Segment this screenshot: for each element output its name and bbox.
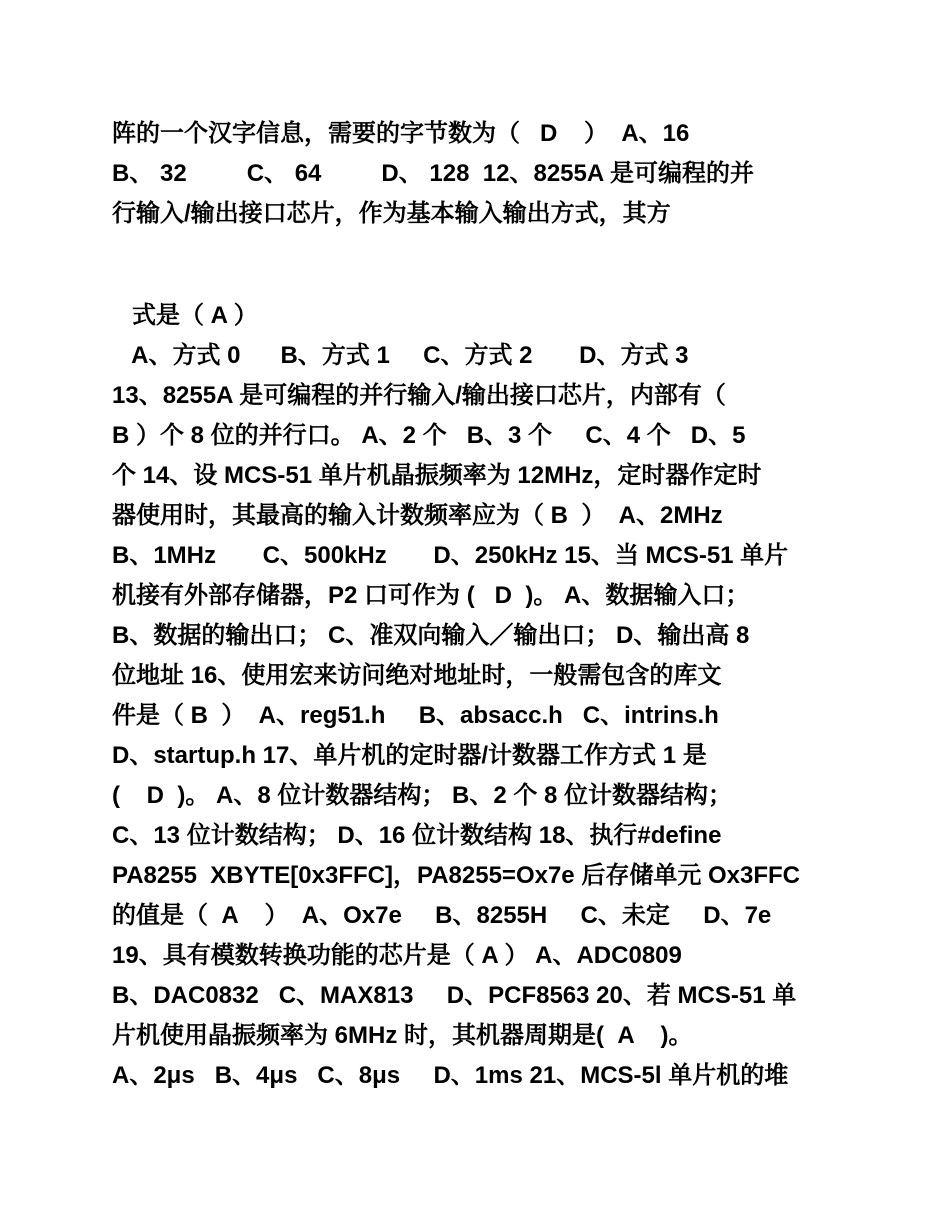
text-line: B、1MHz C、500kHz D、250kHz 15、当 MCS-51 单片 [112, 542, 789, 569]
text-line: 器使用时，其最高的输入计数频率应为（ B ） A、2MHz [112, 502, 723, 529]
text-line: PA8255 XBYTE[0x3FFC]，PA8255=Ox7e 后存储单元 Ox3FFC [112, 862, 801, 889]
text-line: B ）个 8 位的并行口。 A、2 个 B、3 个 C、4 个 D、5 [112, 422, 746, 449]
text-line: 位地址 16、使用宏来访问绝对地址时，一般需包含的库文 [112, 662, 722, 689]
text-line: ( D )。 A、8 位计数器结构； B、2 个 8 位计数器结构； [112, 782, 733, 809]
text-line: 阵的一个汉字信息，需要的字节数为（ D ） A、16 [112, 120, 690, 147]
text-line: 个 14、设 MCS-51 单片机晶振频率为 12MHz，定时器作定时 [112, 462, 762, 489]
text-line: A、方式 0 B、方式 1 C、方式 2 D、方式 3 [112, 342, 689, 369]
text-line: A、2μs B、4μs C、8μs D、1ms 21、MCS-5l 单片机的堆 [112, 1062, 789, 1089]
text-line: C、13 位计数结构； D、16 位计数结构 18、执行#define [112, 822, 722, 849]
text-line: B、 32 C、 64 D、 128 12、8255A 是可编程的并 [112, 160, 754, 187]
text-line: 的值是（ A ） A、Ox7e B、8255H C、未定 D、7e [112, 902, 772, 929]
text-line: D、startup.h 17、单片机的定时器/计数器工作方式 1 是 [112, 742, 707, 769]
text-line: 13、8255A 是可编程的并行输入/输出接口芯片，内部有（ [112, 382, 726, 409]
text-line: 机接有外部存储器，P2 口可作为 ( D )。 A、数据输入口； [112, 582, 750, 609]
text-line: B、数据的输出口； C、准双向输入／输出口； D、输出高 8 [112, 622, 750, 649]
text-line: 件是（ B ） A、reg51.h B、absacc.h C、intrins.h [112, 702, 719, 729]
text-line: 片机使用晶振频率为 6MHz 时，其机器周期是( A )。 [112, 1022, 693, 1049]
text-line: 行输入/输出接口芯片，作为基本输入输出方式，其方 [112, 200, 671, 227]
text-line: 19、具有模数转换功能的芯片是（ A ） A、ADC0809 [112, 942, 682, 969]
text-line: 式是（ A ） [112, 302, 258, 329]
text-line: B、DAC0832 C、MAX813 D、PCF8563 20、若 MCS-51 单 [112, 982, 797, 1009]
